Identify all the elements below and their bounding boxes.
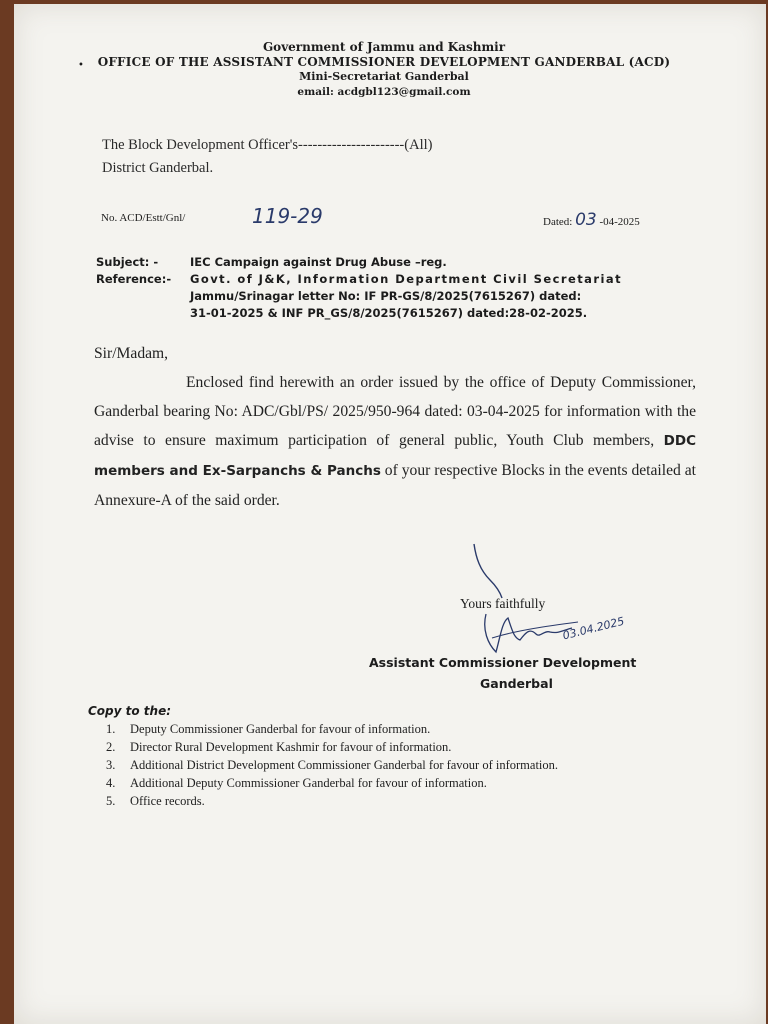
header-government: Government of Jammu and Kashmir xyxy=(262,40,506,54)
reference-label: Reference:- xyxy=(96,272,172,286)
copy-to-label: Copy to the: xyxy=(88,704,172,718)
subject-text: IEC Campaign against Drug Abuse –reg. xyxy=(190,255,447,269)
addressee-dashes: ---------------------- xyxy=(298,137,405,153)
salutation: Sir/Madam, xyxy=(94,345,169,362)
addressee-suffix: (All) xyxy=(404,137,433,153)
pen-stroke-mark xyxy=(468,540,508,600)
list-item: 1. Deputy Commissioner Ganderbal for favour of information. xyxy=(106,722,431,736)
body-text-part1: Enclosed find herewith an order issued by the office of Deputy Commissioner, Ganderbal bearing No: ADC/Gbl/PS/ 2025/950-964 dated: 03-04-2025 for information with the advise to ensure maximum participation of general public, Youth Club members, xyxy=(94,374,696,449)
header-location: Mini-Secretariat Ganderbal xyxy=(299,70,469,83)
list-item: 2. Director Rural Development Kashmir for favour of information. xyxy=(106,740,452,754)
reference-number-label: No. ACD/Estt/Gnl/ xyxy=(101,212,186,224)
body-text-bold: DDC members and Ex-Sarpanchs & Panchs xyxy=(94,433,696,479)
subject-line xyxy=(96,255,447,269)
dated-day-handwritten: 03 xyxy=(575,210,597,230)
dated-label: Dated: xyxy=(543,216,573,228)
addressee-district: District Ganderbal. xyxy=(102,160,214,176)
signatory-designation: Assistant Commissioner Development xyxy=(369,655,637,670)
reference-line1 xyxy=(96,272,622,286)
list-item: 4. Additional Deputy Commissioner Ganderbal for favour of information. xyxy=(106,776,487,790)
closing-yours-faithfully: Yours faithfully xyxy=(460,596,546,611)
list-item: 3. Additional District Development Commissioner Ganderbal for favour of information. xyxy=(106,758,559,772)
list-item: 5. Office records. xyxy=(106,794,205,808)
header-email: email: acdgbl123@gmail.com xyxy=(297,86,471,98)
body-text-part2: of your respective Blocks in the events detailed at Annexure-A of the said order. xyxy=(94,462,697,509)
bullet-mark: • xyxy=(78,60,84,71)
header-office: OFFICE OF THE ASSISTANT COMMISSIONER DEVELOPMENT GANDERBAL (ACD) xyxy=(97,55,671,69)
copy-to-list xyxy=(106,722,696,812)
reference-text1: Govt. of J&K, Information Department Civil Secretariat xyxy=(190,272,623,286)
addressee-line1 xyxy=(102,137,432,154)
subject-label: Subject: - xyxy=(96,255,159,269)
body-paragraph xyxy=(94,368,696,515)
addressee-title: The Block Development Officer's xyxy=(102,137,299,153)
reference-line2: Jammu/Srinagar letter No: IF PR-GS/8/2025(7615267) dated: xyxy=(190,289,582,303)
dated-month-year: -04-2025 xyxy=(599,216,640,228)
signature-date: 03.04.2025 xyxy=(561,614,626,643)
reference-number-handwritten: 119-29 xyxy=(252,204,323,228)
dated-line xyxy=(543,210,640,230)
reference-line3: 31-01-2025 & INF PR_GS/8/2025(7615267) dated:28-02-2025. xyxy=(190,306,588,320)
signatory-location: Ganderbal xyxy=(480,676,553,691)
